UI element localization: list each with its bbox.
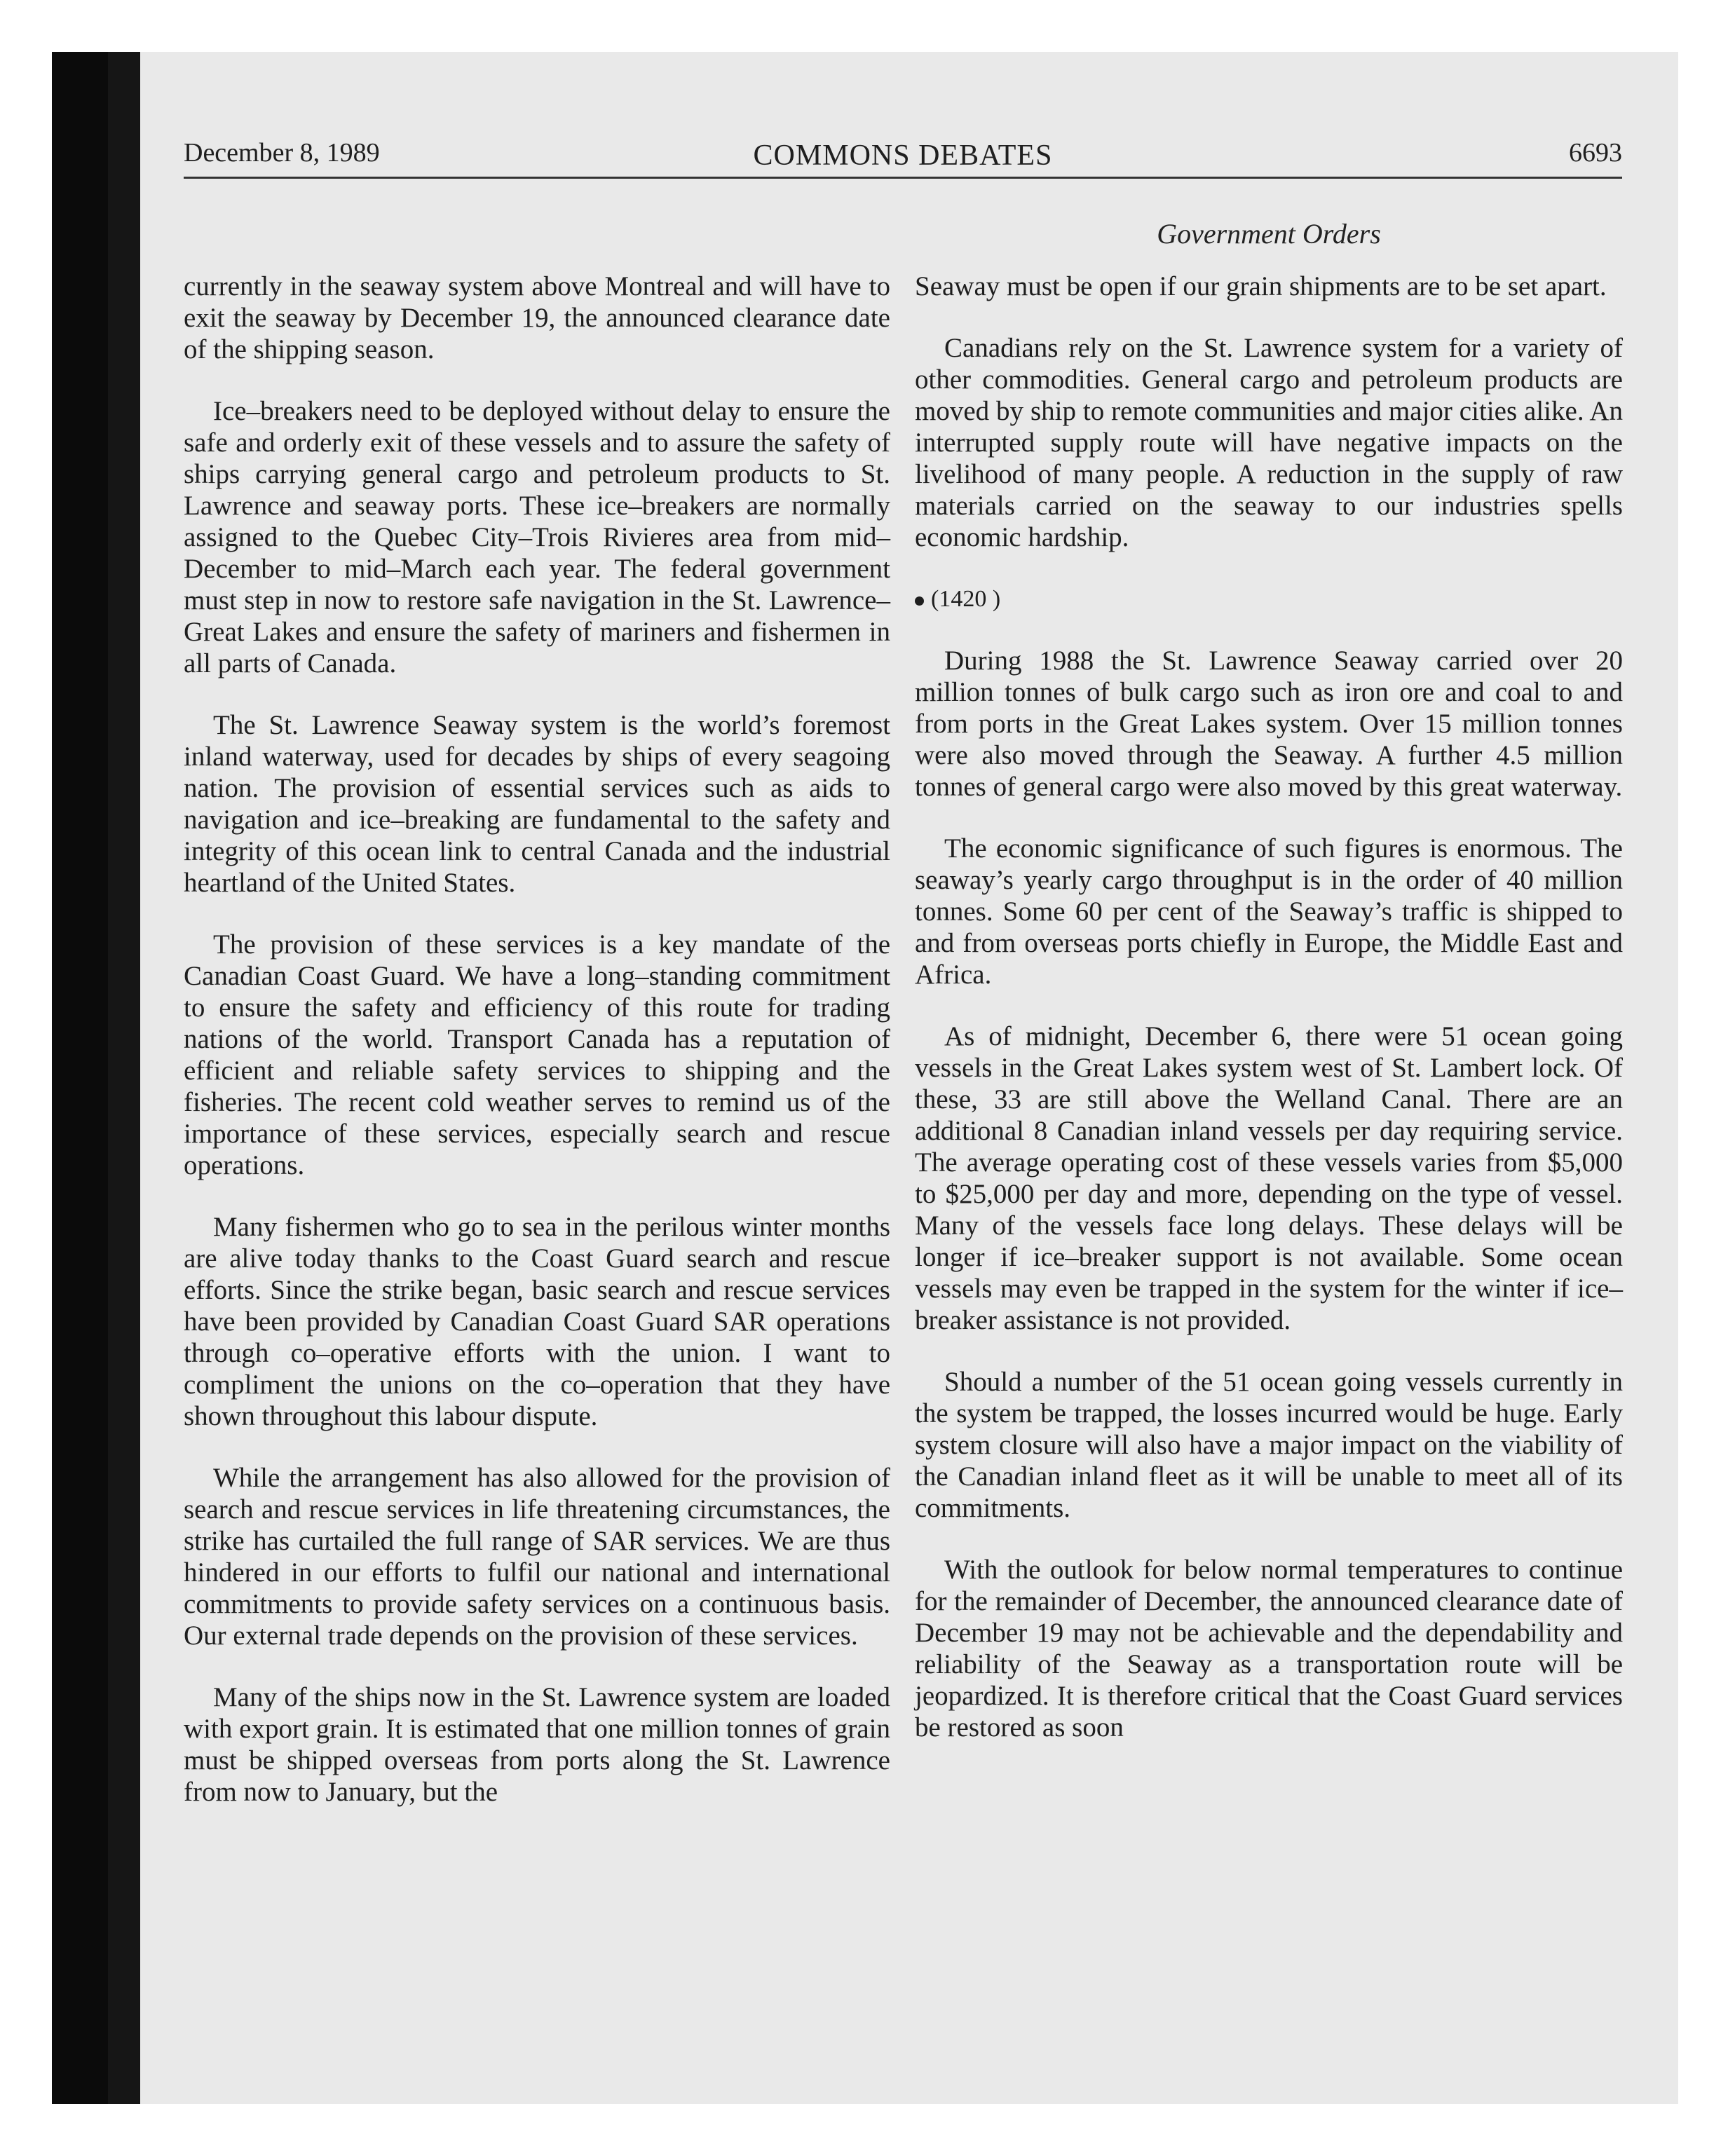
time-marker: [915, 583, 1623, 615]
right-paragraph-2: Canadians rely on the St. Lawrence system for a variety of other commodities. General cargo and petroleum products are moved by ship to remote communities and major cities alike. An interrupted supply route will have negative impacts on the livelihood of many people. A reduction in the supply of raw materials carried on the seaway to our industries spells economic hardship.: [915, 333, 1623, 552]
left-column: [184, 271, 890, 1838]
left-paragraph-7: Many of the ships now in the St. Lawrence system are loaded with export grain. It is estimated that one million tonnes of grain must be shipped overseas from ports along the St. Lawrence from now to January, but the: [184, 1682, 890, 1807]
left-paragraph-5: Many fishermen who go to sea in the perilous winter months are alive today thanks to the Coast Guard search and rescue efforts. Since the strike began, basic search and rescue services have been provided by Canadian Coast Guard SAR operations through co–operative efforts with the union. I want to compliment the unions on the co–operation that they have shown throughout this labour dispute.: [184, 1212, 890, 1431]
binding-edge-shade: [108, 52, 140, 2104]
right-paragraph-5: As of midnight, December 6, there were 51 ocean going vessels in the Great Lakes system west of St. Lambert lock. Of these, 33 are still above the Welland Canal. There are an additional 8 Canadian inland vessels per day requiring service. The average operating cost of these vessels varies from $5,000 to $25,000 per day and more, depending on the type of vessel. Many of the vessels face long delays. These delays will be longer if ice–breaker support is not available. Some ocean vessels may even be trapped in the system for the winter if ice–breaker assistance is not provided.: [915, 1021, 1623, 1335]
right-paragraph-3: During 1988 the St. Lawrence Seaway carried over 20 million tonnes of bulk cargo such as iron ore and coal to and from ports in the Great Lakes system. Over 15 million tonnes were also moved through the Seaway. A further 4.5 million tonnes of general cargo were also moved by this great waterway.: [915, 646, 1623, 802]
right-paragraph-7: With the outlook for below normal temperatures to continue for the remainder of December, the announced clearance date of December 19 may not be achievable and the dependability and reliability of the Seaway as a transportation route will be jeopardized. It is therefore critical that the Coast Guard services be restored as soon: [915, 1555, 1623, 1742]
header-date: December 8, 1989: [184, 138, 380, 168]
header-page-number: 6693: [1569, 138, 1622, 168]
section-label: Government Orders: [1157, 218, 1381, 250]
page-header: [184, 137, 1622, 179]
header-rule: [184, 177, 1622, 179]
right-column: [915, 271, 1623, 1773]
left-paragraph-3: The St. Lawrence Seaway system is the world’s foremost inland waterway, used for decades by ships of every seagoing nation. The provision of essential services such as aids to navigation and ice–breaking are fundamental to the safety and integrity of this ocean link to central Canada and the industrial heartland of the United States.: [184, 710, 890, 898]
left-paragraph-4: The provision of these services is a key mandate of the Canadian Coast Guard. We have a long–standing commitment to ensure the safety and efficiency of this route for trading nations of the world. Transport Canada has a reputation of efficient and reliable safety services to shipping and the fisheries. The recent cold weather serves to remind us of the importance of these services, especially search and rescue operations.: [184, 929, 890, 1180]
right-paragraph-6: Should a number of the 51 ocean going vessels currently in the system be trapped, the losses incurred would be huge. Early system closure will also have a major impact on the viability of the Canadian inland fleet as it will be unable to meet all of its commitments.: [915, 1367, 1623, 1523]
left-paragraph-2: Ice–breakers need to be deployed without delay to ensure the safe and orderly exit of these vessels and to assure the safety of ships carrying general cargo and petroleum products to St. Lawrence and seaway ports. These ice–breakers are normally assigned to the Quebec City–Trois Rivieres area from mid–December to mid–March each year. The federal government must step in now to restore safe navigation in the St. Lawrence–Great Lakes and ensure the safety of mariners and fishermen in all parts of Canada.: [184, 396, 890, 678]
right-paragraph-4: The economic significance of such figures is enormous. The seaway’s yearly cargo throughput is in the order of 40 million tonnes. Some 60 per cent of the Seaway’s traffic is shipped to and from overseas ports chiefly in Europe, the Middle East and Africa.: [915, 833, 1623, 990]
bullet-icon: [915, 596, 924, 606]
right-paragraph-1: Seaway must be open if our grain shipments are to be set apart.: [915, 271, 1607, 301]
binding-edge: [52, 52, 140, 2104]
left-paragraph-1: currently in the seaway system above Montreal and will have to exit the seaway by December 19, the announced clearance date of the shipping season.: [184, 271, 890, 364]
time-marker-text: (1420 ): [931, 586, 1001, 612]
left-paragraph-6: While the arrangement has also allowed for the provision of search and rescue services in life threatening circumstances, the strike has curtailed the full range of SAR services. We are thus hindered in our efforts to fulfil our national and international commitments to provide safety services on a continuous basis. Our external trade depends on the provision of these services.: [184, 1463, 890, 1651]
header-title: COMMONS DEBATES: [753, 139, 1053, 172]
